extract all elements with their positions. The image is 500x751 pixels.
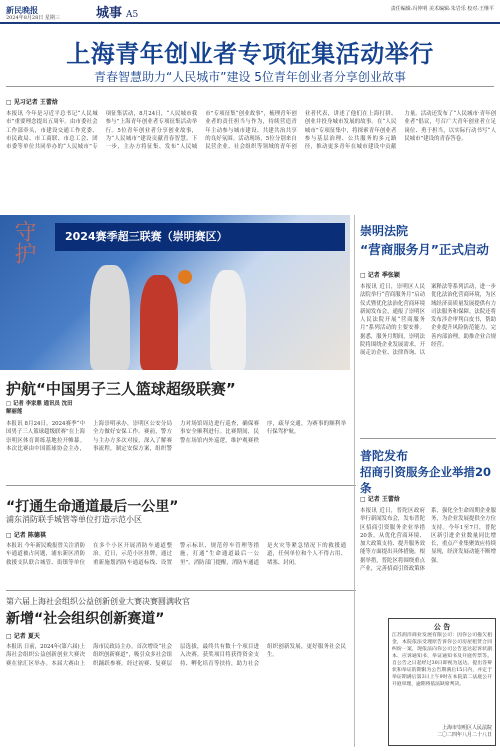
court-article-body: 本报讯 近日，崇明区人民法院举行“营商服务月”启动仪式暨优化法治化营商环境新闻发布会，通报了崇明区人民法院开展“营商服务月”系列活动的主要安排。据悉，服务月期间，崇明法院将围绕企业发展需求，开展走访企业、法律咨询、以案释法等系列活动，进一步优化法治化营商环境，为区域经济高质量发展提供有力司法服务和保障。法院还将发布涉企审判白皮书，帮助企业提升风险防范能力，完善内部治理，助推企业合规经营。 <box>360 284 496 357</box>
invest-headline: 招商引资服务企业举措20条 <box>360 465 492 495</box>
issue-date: 2024年8月28日 星期三 <box>6 15 60 21</box>
page-number: A5 <box>126 10 139 20</box>
player-figure <box>210 270 246 370</box>
fire-article-body: 本报讯 今年新民晚报曾关注消防车通道被占问题，浦东新区消防救援支队联合城管、街镇等单位在多个小区开展消防车通道整治。近日，示范小区挂牌，通过重新施划消防车通道标线、设置警示标识、规范停车管理等措施，打通“生命通道最后一公里”。消防部门提醒，消防车通道是火灾等紧急情况下的救援通道，任何单位和个人不得占用、堵塞、封闭。 <box>6 543 346 566</box>
notice-title: 公 告 <box>433 622 451 631</box>
decorative-calligraphy: 守护 <box>11 220 36 264</box>
column-separator <box>354 215 355 747</box>
invest-headline-small: 普陀发布 <box>360 449 409 463</box>
section-title <box>96 2 138 21</box>
court-notice-box <box>388 618 496 746</box>
basketball-icon <box>178 270 192 284</box>
lead-subheadline: 青春智慧助力“人民城市”建设 5位青年创业者分享创业故事 <box>94 70 406 84</box>
divider <box>6 590 356 591</box>
notice-signoff: 上海市崇明区人民法院 <box>441 725 492 731</box>
social-headline: 新增“社会组织创新赛道” <box>6 611 165 627</box>
basketball-headline: 护航“中国男子三人篮球超级联赛” <box>6 380 236 398</box>
fire-subheadline: 浦东消防联手城管等单位打造示范小区 <box>6 515 142 524</box>
lead-headline: 上海青年创业者专项征集活动举行 <box>66 40 434 68</box>
section-name: 城事 <box>96 6 123 21</box>
court-headline: “营商服务月”正式启动 <box>360 242 489 257</box>
masthead <box>0 0 500 22</box>
photo-banner: 2024赛季超三联赛（崇明赛区） <box>55 223 345 251</box>
social-byline: □ 记者 夏天 <box>6 633 40 640</box>
divider <box>6 485 356 486</box>
social-article-body: 本报讯 日前，2024年(第六届)上海社会组织公益创新创业大赛决赛在徐汇区举办。本届大赛由上海市民政局主办，首次增设“社会组织创新赛道”，吸引众多社会组织踊跃参赛。经过初赛、复赛层层选拔，最终共有数十个项目进入决赛。获奖项目将获得资金支持、孵化培育等扶持，助力社会组织创新发展，更好服务社会民生。 <box>6 644 346 667</box>
masthead-rule <box>0 22 500 24</box>
player-figure <box>90 265 130 370</box>
notice-date: 二〇二四年八月二十八日 <box>436 732 492 738</box>
invest-article-body: 本报讯 近日，普陀区政府举行新闻发布会，发布普陀区招商引资服务企业举措20条，从优化营商环境、加大政策支持、提升服务效能等方面提出具体措施。根据举措，普陀区将围绕重点产业，完善招商引资政策体系，强化全生命周期企业服务，为企业发展提供全方位支持。今年1至7月，普陀区新引进企业数量同比增长，重点产业集聚效应持续显现，经济发展动能不断增强。 <box>360 508 496 573</box>
basketball-photo <box>0 215 350 370</box>
divider <box>6 86 494 87</box>
divider <box>360 438 496 439</box>
notice-body: 江苏润洋商业发展有限公司：因你公司拖欠租金，本院依法受理原告诉你公司房屋租赁合同纠纷一案，现依法向你公司公告送达起诉状副本、应诉通知书、举证通知书及开庭传票等。自公告之日起经过30日即视为送达。提出答辩状和举证的期限为公告期满后15日内，并定于举证期满后第3日上午9时在本院第二法庭公开开庭审理，逾期将依法缺席判决。 <box>392 633 492 687</box>
newspaper-logo: 新民晚报 <box>6 5 38 15</box>
court-headline-small: 崇明法院 <box>360 224 409 238</box>
invest-byline: □ 记者 王蕾焓 <box>360 496 400 503</box>
social-kicker: 第六届上海社会组织公益创新创业大赛决赛圆满收官 <box>6 597 190 606</box>
lead-article-body: 本报讯 今年是习近平总书记“人民城市”重要理念提出五周年。由市委社会工作部牵头，市建设交通工作党委、市民政局、市工商联、市总工会、团市委等单位共同举办的“人民城市”专项征集活动，8月24日，“人民城市我参与”上海青年创业者专项征集活动举行。5位青年创业者分享创业故事，为“人民城市”建设贡献青春智慧。下一步，主办方将征集、发布“人民城市”专项征集“创业故事”，梳理青年创业者的责任担当与作为，持续营造青年主动参与城市建设、共建共治共享的良好氛围。活动现场，5位分别来自民营企业、社会组织等领域的青年创业者代表，讲述了他们在上海打拼、创业并投身城市发展的故事。在“人民城市”专项征集中，将探索青年创业者参与基层治理、公共服务的多元路径，推动更多青年在城市建设中贡献力量。活动还发布了“人民城市·青年创业者”倡议，号召广大青年创业者立足岗位、勇于担当，以实际行动书写“人民城市”建设的青春答卷。 <box>6 111 496 151</box>
court-byline: □ 记者 季张颖 <box>360 272 400 279</box>
fire-headline: “打通生命通道最后一公里” <box>6 499 179 515</box>
lead-byline: □ 见习记者 王蕾焓 <box>6 99 58 106</box>
fire-byline: □ 记者 陈德祺 <box>6 532 46 539</box>
basketball-byline: □ 记者 李家鼎 通讯员 沈田 解丽莲 <box>6 401 73 415</box>
editor-credits: 责任编辑:冯仲明 美术编辑:朱岩乐 校对:王继平 <box>390 6 494 12</box>
basketball-article-body: 本报讯 8月24日，2024赛季“中国男子三人篮球超级联赛”在上海崇明区体育训练基地拉开帷幕。本次比赛由中国篮球协会主办，上海崇明承办，崇明区公安分局全力做好安保工作。赛前，警方与主办方多次对接，深入了解赛事流程，制定安保方案，组织警力对场馆周边进行巡查，确保赛事安全顺利进行。比赛期间，民警在场馆内外巡逻，维护观赛秩序，疏导交通，为赛事的顺利举行保驾护航。 <box>6 421 346 452</box>
player-figure <box>140 275 178 370</box>
